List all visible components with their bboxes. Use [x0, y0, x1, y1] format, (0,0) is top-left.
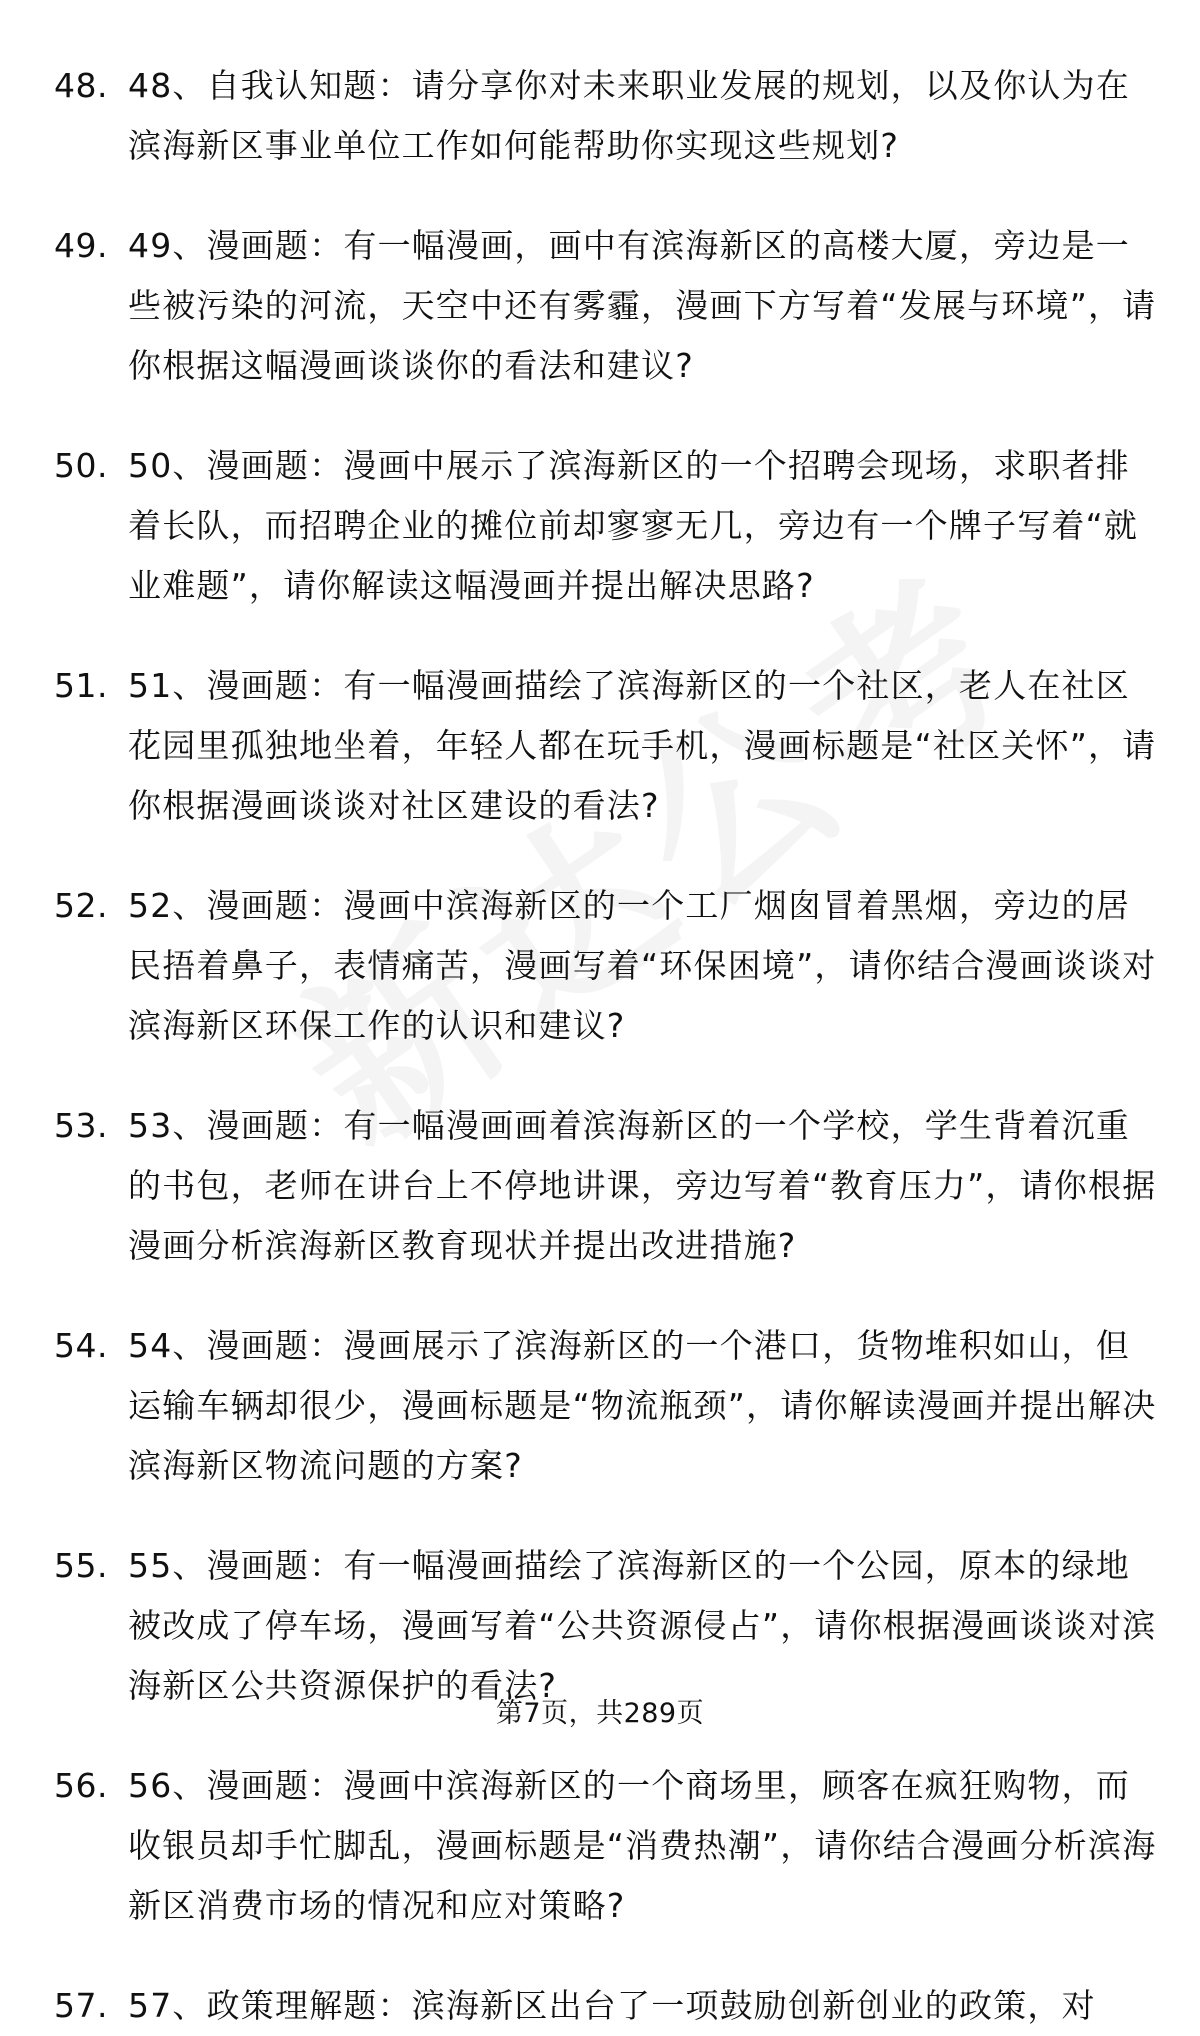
item-number: 50. — [54, 446, 108, 485]
item-number: 49. — [54, 226, 108, 265]
list-item — [0, 876, 1200, 1056]
item-number: 54. — [54, 1326, 108, 1365]
question-list — [0, 56, 1200, 2036]
item-number: 56. — [54, 1766, 108, 1805]
item-text: 51、漫画题：有一幅漫画描绘了滨海新区的一个社区，老人在社区花园里孤独地坐着，年轻人都在玩手机，漫画标题是“社区关怀”，请你根据漫画谈谈对社区建设的看法? — [128, 666, 1157, 825]
item-text: 50、漫画题：漫画中展示了滨海新区的一个招聘会现场，求职者排着长队，而招聘企业的摊位前却寥寥无几，旁边有一个牌子写着“就业难题”，请你解读这幅漫画并提出解决思路? — [128, 446, 1139, 605]
list-item — [0, 656, 1200, 836]
item-number: 48. — [54, 66, 108, 105]
item-text: 53、漫画题：有一幅漫画画着滨海新区的一个学校，学生背着沉重的书包，老师在讲台上不停地讲课，旁边写着“教育压力”，请你根据漫画分析滨海新区教育现状并提出改进措施? — [128, 1106, 1157, 1265]
page-footer: 第7页，共289页 — [495, 1698, 705, 1729]
item-number: 52. — [54, 886, 108, 925]
list-item — [0, 216, 1200, 396]
item-number: 57. — [54, 1986, 108, 2025]
list-item — [0, 1976, 1200, 2036]
list-item — [0, 1316, 1200, 1496]
item-number: 51. — [54, 666, 108, 705]
list-item — [0, 436, 1200, 616]
list-item — [0, 1096, 1200, 1276]
item-text: 48、自我认知题：请分享你对未来职业发展的规划，以及你认为在滨海新区事业单位工作如何能帮助你实现这些规划? — [128, 66, 1130, 165]
item-text: 57、政策理解题：滨海新区出台了一项鼓励创新创业的政策，对 — [128, 1986, 1096, 2025]
item-text: 54、漫画题：漫画展示了滨海新区的一个港口，货物堆积如山，但运输车辆却很少，漫画标题是“物流瓶颈”，请你解读漫画并提出解决滨海新区物流问题的方案? — [128, 1326, 1157, 1485]
item-text: 49、漫画题：有一幅漫画，画中有滨海新区的高楼大厦，旁边是一些被污染的河流，天空中还有雾霾，漫画下方写着“发展与环境”，请你根据这幅漫画谈谈你的看法和建议? — [128, 226, 1157, 385]
item-text: 52、漫画题：漫画中滨海新区的一个工厂烟囱冒着黑烟，旁边的居民捂着鼻子，表情痛苦，漫画写着“环保困境”，请你结合漫画谈谈对滨海新区环保工作的认识和建议? — [128, 886, 1157, 1045]
item-text: 55、漫画题：有一幅漫画描绘了滨海新区的一个公园，原本的绿地被改成了停车场，漫画写着“公共资源侵占”，请你根据漫画谈谈对滨海新区公共资源保护的看法? — [128, 1546, 1157, 1705]
list-item — [0, 1756, 1200, 1936]
item-text: 56、漫画题：漫画中滨海新区的一个商场里，顾客在疯狂购物，而收银员却手忙脚乱，漫画标题是“消费热潮”，请你结合漫画分析滨海新区消费市场的情况和应对策略? — [128, 1766, 1157, 1925]
list-item — [0, 56, 1200, 176]
item-number: 53. — [54, 1106, 108, 1145]
item-number: 55. — [54, 1546, 108, 1585]
list-item — [0, 1536, 1200, 1716]
